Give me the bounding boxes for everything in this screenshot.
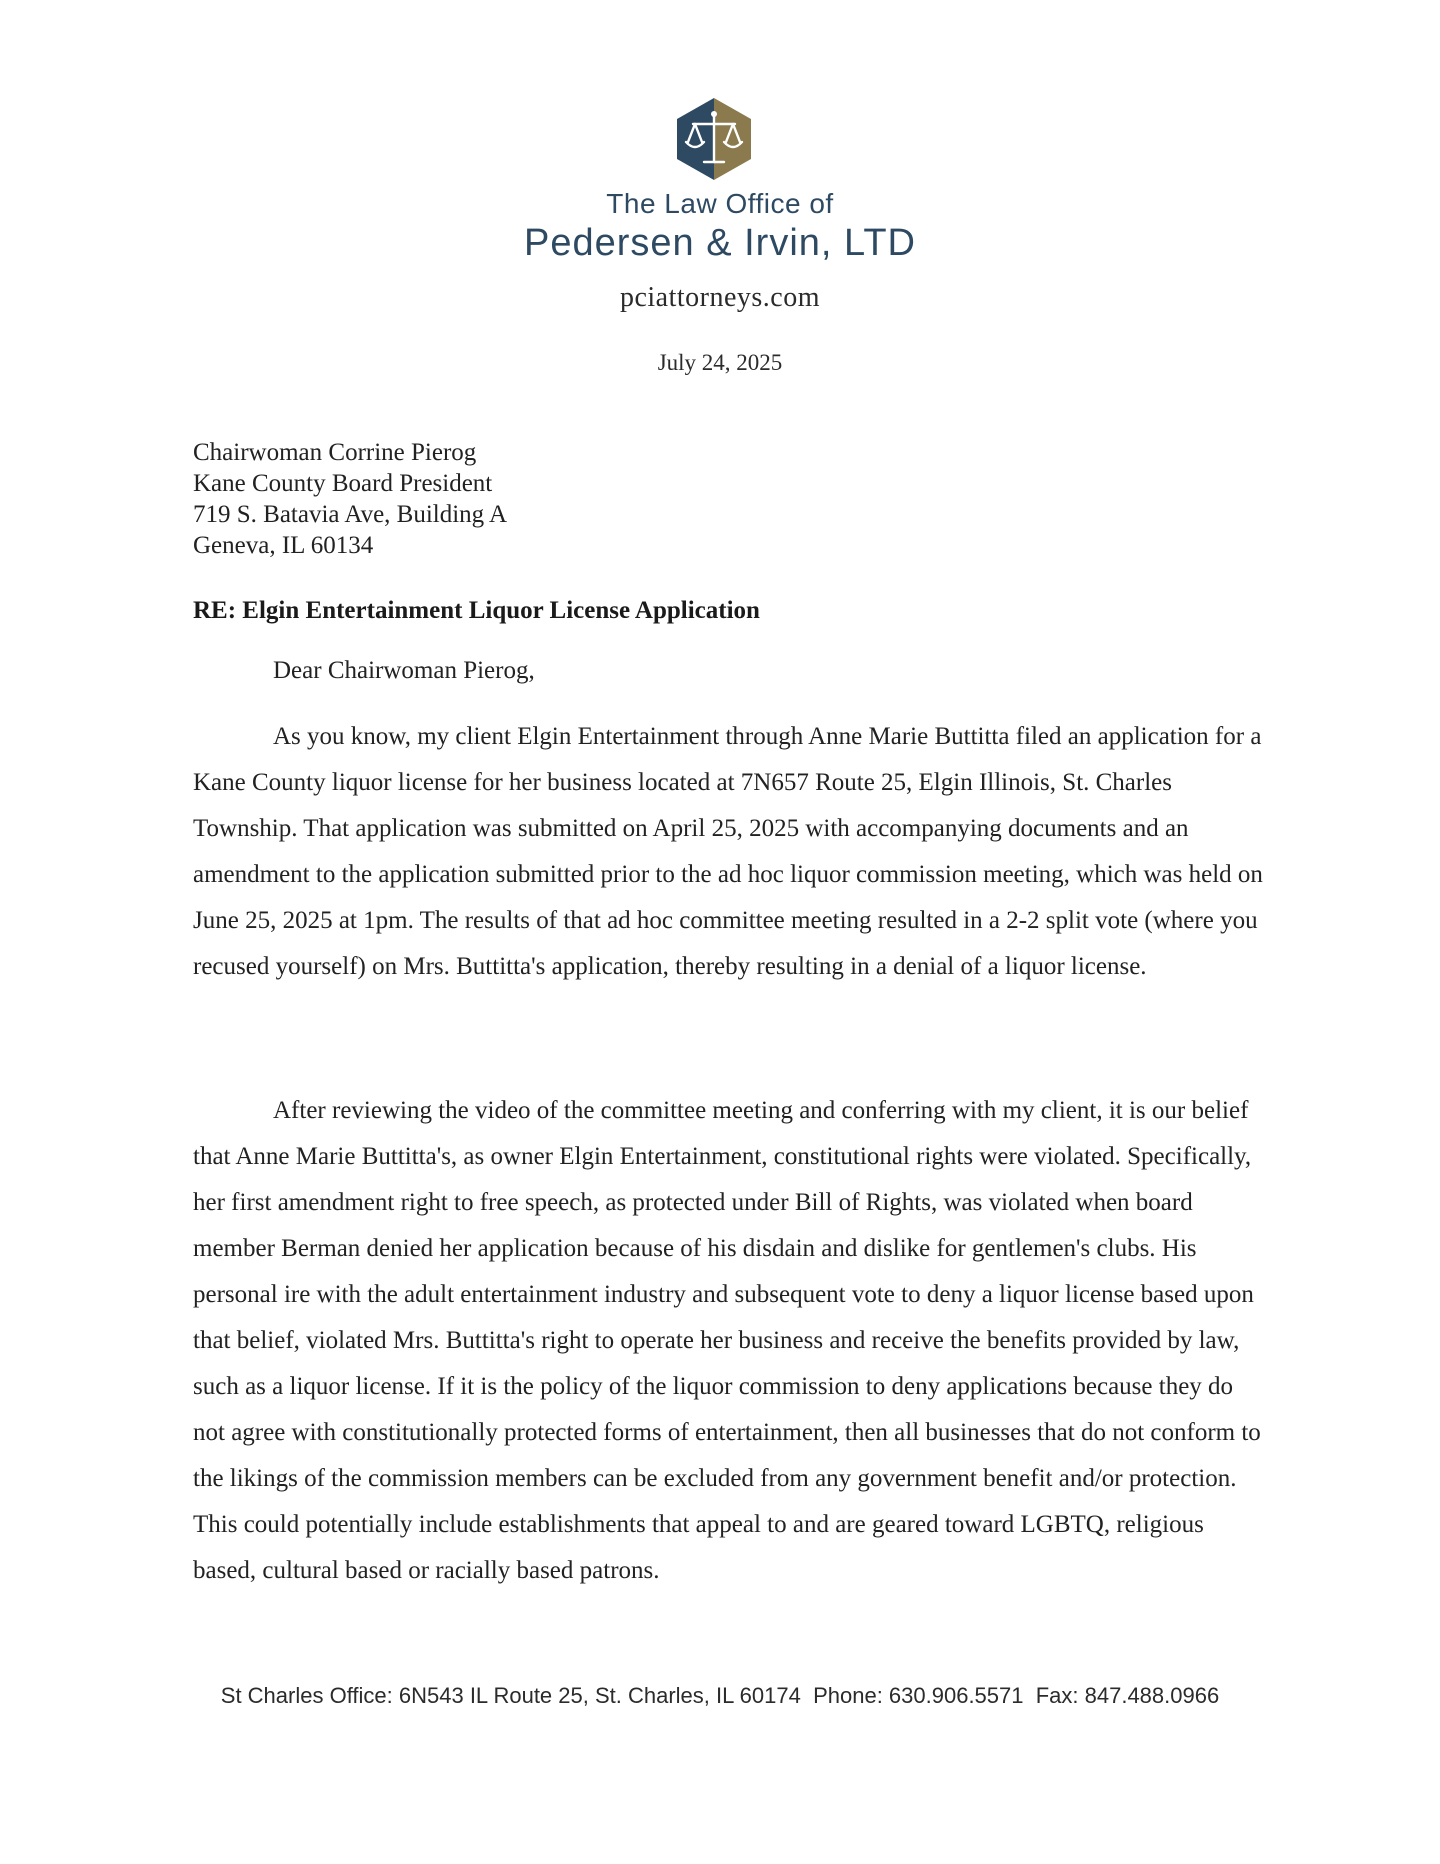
addressee-name: Chairwoman Corrine Pierog [193, 439, 477, 466]
body-paragraph-2: After reviewing the video of the committee meeting and conferring with my client, it is our belief that Anne Marie Buttitta's, as owner Elgin Entertainment, constitutional rights were violated. Specifically, her first amendment right to free speech, as protected under Bill of Rights, was violated when board member Berman denied her application because of his disdain and dislike for gentlemen's clubs. His personal ire with the adult entertainment industry and subsequent vote to deny a liquor license based upon that belief, violated Mrs. Buttitta's right to operate her business and receive the benefits provided by law, such as a liquor license. If it is the policy of the liquor commission to deny applications because they do not agree with constitutionally protected forms of entertainment, then all businesses that do not conform to the likings of the commission members can be excluded from any government benefit and/or protection. This could potentially include establishments that appeal to and are geared toward LGBTQ, religious based, cultural based or racially based patrons. [193, 1097, 1261, 1584]
addressee-block [193, 437, 507, 561]
subject-line: RE: Elgin Entertainment Liquor License Application [193, 597, 760, 624]
addressee-street: 719 S. Batavia Ave, Building A [193, 501, 508, 528]
salutation: Dear Chairwoman Pierog, [273, 657, 535, 684]
footer-office: St Charles Office: 6N543 IL Route 25, St. Charles, IL 60174 [220, 1683, 801, 1708]
body-paragraph-1: As you know, my client Elgin Entertainment through Anne Marie Buttitta filed an application for a Kane County liquor license for her business located at 7N657 Route 25, Elgin Illinois, St. Charles Township. That application was submitted on April 25, 2025 with accompanying documents and an amendment to the application submitted prior to the ad hoc liquor commission meeting, which was held on June 25, 2025 at 1pm. The results of that ad hoc committee meeting resulted in a 2-2 split vote (where you recused yourself) on Mrs. Buttitta's application, thereby resulting in a denial of a liquor license. [193, 723, 1263, 980]
firm-name-line1: The Law Office of [606, 188, 834, 219]
firm-website: pciattorneys.com [619, 282, 821, 313]
footer-contact [0, 1683, 1440, 1709]
addressee-title: Kane County Board President [193, 470, 493, 497]
addressee-city: Geneva, IL 60134 [193, 532, 374, 559]
letter-date: July 24, 2025 [657, 350, 783, 375]
footer-fax: Fax: 847.488.0966 [1035, 1683, 1220, 1708]
firm-name-line2: Pedersen & Irvin, LTD [523, 222, 916, 264]
scales-of-justice-hexagon-icon [673, 96, 755, 182]
footer-phone: Phone: 630.906.5571 [813, 1683, 1024, 1708]
